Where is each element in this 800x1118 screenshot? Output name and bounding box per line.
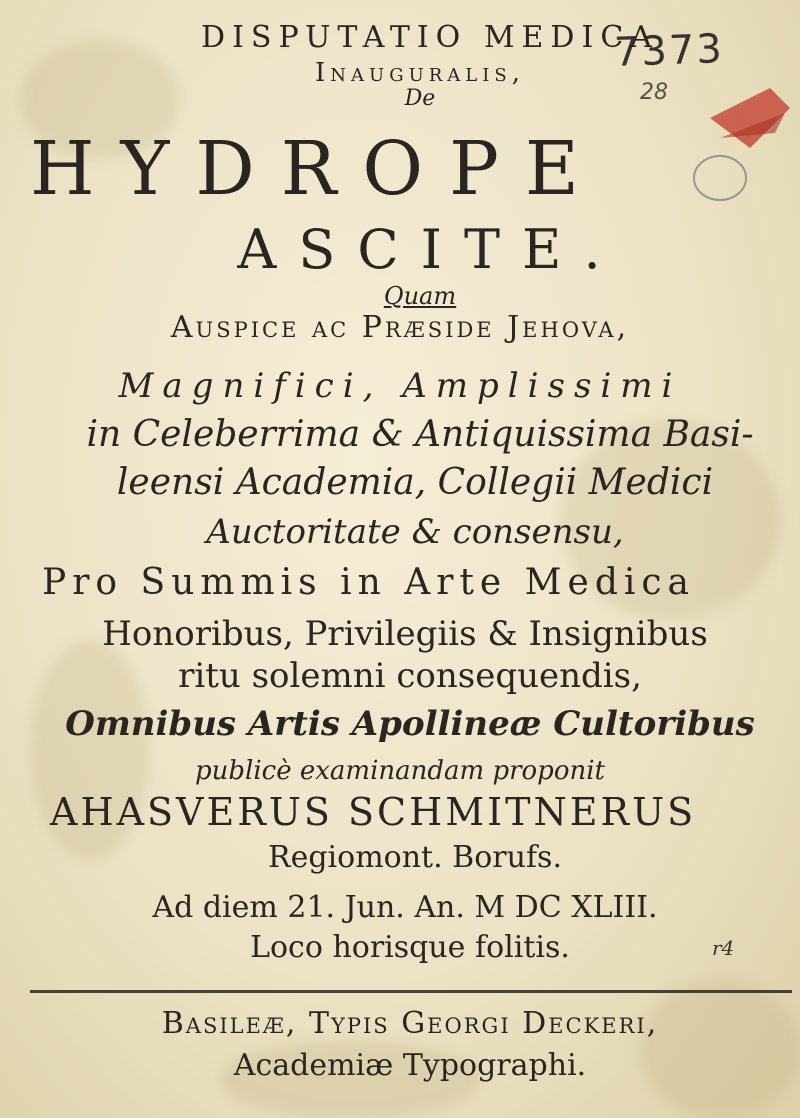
heading-ascite: ASCITE. [237, 218, 623, 281]
text-pro-summis: Pro Summis in Arte Medica [42, 562, 696, 603]
heading-disputatio: DISPUTATIO MEDICA [201, 20, 659, 55]
heading-inauguralis: Inauguralis, [315, 58, 525, 88]
imprint-printer: Basileæ, Typis Georgi Deckeri, [161, 1006, 659, 1041]
text-academia: leensi Academia, Collegii Medici [116, 462, 714, 503]
heading-de: De [404, 86, 436, 111]
text-magnifici: Magnifici, Amplissimi [118, 366, 682, 406]
shelfmark-number: 7373 [613, 26, 725, 76]
text-publice: publicè examinandam proponit [195, 756, 605, 786]
disputation-date: Ad diem 21. Jun. An. M DC XLIII. [152, 890, 658, 925]
text-auspice: Auspice ac Præside Jehova, [170, 310, 630, 345]
text-celeberrima: in Celeberrima & Antiquissima Basi- [86, 414, 754, 455]
text-honoribus: Honoribus, Privilegiis & Insignibus [102, 614, 708, 654]
text-quam: Quam [383, 282, 457, 310]
text-omnibus: Omnibus Artis Apollineæ Cultoribus [65, 704, 755, 744]
disputation-place: Loco horisque folitis. [250, 930, 570, 965]
text-auctoritate: Auctoritate & consensu, [206, 512, 624, 552]
imprint-typographer: Academiæ Typographi. [233, 1048, 587, 1083]
shelfmark-sub: 28 [640, 80, 668, 105]
author-name: AHASVERUS SCHMITNERUS [50, 790, 697, 834]
text-ritu: ritu solemni consequendis, [178, 656, 642, 696]
divider-rule [30, 990, 792, 993]
heading-hydrope: HYDROPE [30, 126, 605, 212]
margin-note: r4 [712, 936, 735, 960]
author-origin: Regiomont. Borufs. [268, 840, 562, 875]
